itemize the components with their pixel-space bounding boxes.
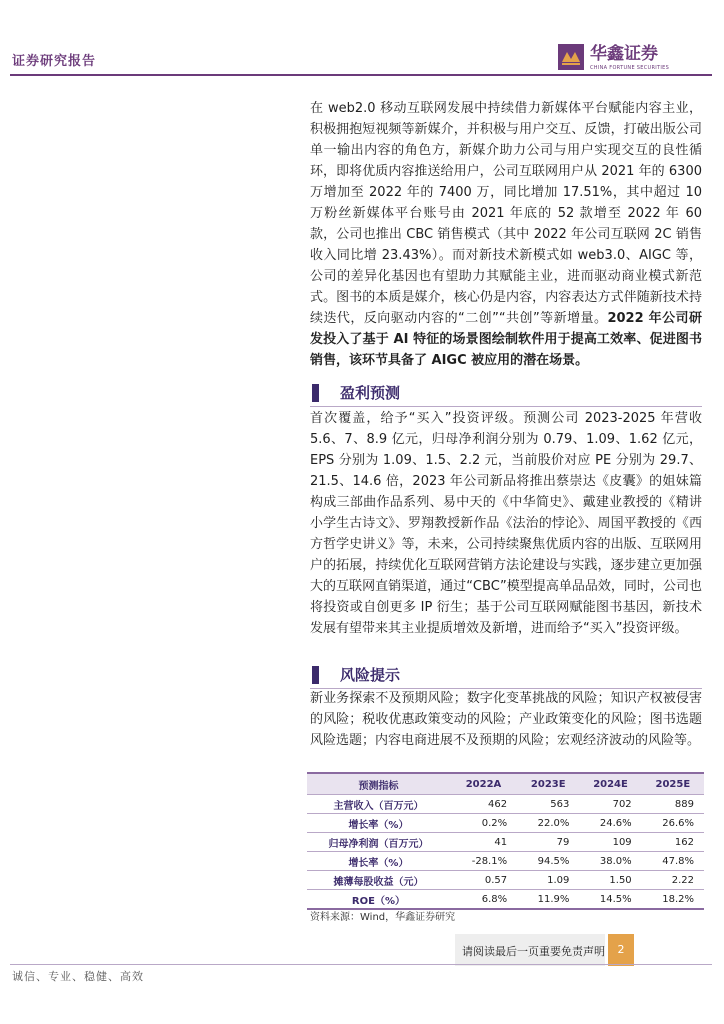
table-header-cell: 2023E [517,773,579,795]
table-cell: 24.6% [579,814,641,833]
table-cell: 22.0% [517,814,579,833]
table-header-cell: 2024E [579,773,641,795]
table-cell: 11.9% [517,890,579,910]
table-cell: 94.5% [517,852,579,871]
footer-divider [10,964,712,965]
table-cell: -28.1% [450,852,517,871]
profit-forecast-paragraph: 首次覆盖，给予“买入”投资评级。预测公司 2023-2025 年营收 5.6、7、8.9 亿元，归母净利润分别为 0.79、1.09、1.62 亿元，EPS 分别为 1.09、1.5、2.2 元，当前股价对应 PE 分别为 29.7、21.5、14.6 倍，2023 年公司新品将推出蔡崇达《皮囊》的姐妹篇构成三部曲作品系列、易中天的《中华简史》、戴建业教授的《精讲小学生古诗文》、罗翔教授新作品《法治的悖论》、周国平教授的《西方哲学史讲义》等，未来，公司持续聚焦优质内容的出版、互联网用户的拓展，持续优化互联网营销方法论建设与实践，逐步建立更加强大的互联网直销渠道，通过“CBC”模型提高单品品效，同时，公司也将投资或自创更多 IP 衍生；基于公司互联网赋能图书基因，新技术发展有望带来其主业提质增效及新增，进而给予“买入”投资评级。 [310,411,702,636]
table-cell: 38.0% [579,852,641,871]
logo-mark-icon [558,44,584,70]
risk-title: 风险提示 [340,666,401,684]
table-cell: 79 [517,833,579,852]
table-cell: 563 [517,795,579,814]
footer-motto: 诚信、专业、稳健、高效 [12,970,144,983]
logo-name-cn: 华鑫证券 [590,44,658,64]
forecast-table [307,772,704,910]
section-divider [310,406,702,407]
table-cell: 41 [450,833,517,852]
row-label: 增长率（%） [307,852,450,871]
table-row [307,833,704,852]
intro-paragraph [310,98,702,371]
disclaimer-link[interactable]: 请阅读最后一页重要免责声明 [462,945,605,958]
row-label: 摊薄每股收益（元） [307,871,450,890]
table-cell: 109 [579,833,641,852]
table-row [307,890,704,910]
table-cell: 1.09 [517,871,579,890]
row-label: ROE（%） [307,890,450,910]
row-label: 增长率（%） [307,814,450,833]
page-number: 2 [617,943,625,956]
table-cell: 0.2% [450,814,517,833]
table-cell: 14.5% [579,890,641,910]
table-cell: 1.50 [579,871,641,890]
table-cell: 462 [450,795,517,814]
report-type-label: 证券研究报告 [12,54,97,69]
intro-bold-text: 2022 年公司研发投入了基于 AI 特征的场景图绘制软件用于提高工效率、促进图书销售，该环节具备了 AIGC 被应用的潜在场景。 [310,311,702,368]
table-row [307,852,704,871]
table-cell: 47.8% [642,852,704,871]
table-cell: 26.6% [642,814,704,833]
table-cell: 2.22 [642,871,704,890]
row-label: 主营收入（百万元） [307,795,450,814]
logo-name-en: CHINA FORTUNE SECURITIES [590,65,670,71]
table-cell: 702 [579,795,641,814]
table-cell: 18.2% [642,890,704,910]
table-header-cell: 2022A [450,773,517,795]
profit-forecast-title: 盈利预测 [340,384,401,402]
row-label: 归母净利润（百万元） [307,833,450,852]
table-source-note: 资料来源：Wind，华鑫证券研究 [310,912,456,923]
table-header-cell: 预测指标 [307,773,450,795]
table-cell: 162 [642,833,704,852]
table-cell: 6.8% [450,890,517,910]
risk-paragraph: 新业务探索不及预期风险；数字化变革挑战的风险；知识产权被侵害的风险；税收优惠政策变动的风险；产业政策变化的风险；图书选题风险选题；内容电商进展不及预期的风险；宏观经济波动的风险等。 [310,691,702,748]
table-row [307,795,704,814]
section-marker-icon [312,666,319,684]
header-divider [10,74,712,76]
intro-text: 在 web2.0 移动互联网发展中持续借力新媒体平台赋能内容主业，积极拥抱短视频等新媒介，并积极与用户交互、反馈，打破出版公司单一输出内容的角色方，新媒介助力公司与用户实现交互的良性循环，即将优质内容推送给用户，公司互联网用户从 2021 年的 6300 万增加至 2022 年的 7400 万，同比增加 17.51%，其中超过 10 万粉丝新媒体平台账号由 2021 年底的 52 款增至 2022 年 60 款，公司也推出 CBC 销售模式（其中 2022 年公司互联网 2C 销售收入同比增 23.43%）。而对新技术新模式如 web3.0、AIGC 等，公司的差异化基因也有望助力其赋能主业，进而驱动商业模式新范式。图书的本质是媒介，核心仍是内容，内容表达方式伴随新技术持续迭代，反向驱动内容的“二创”“共创”等新增量。 [310,101,702,326]
section-marker-icon [312,384,319,402]
table-cell: 0.57 [450,871,517,890]
table-header-cell: 2025E [642,773,704,795]
company-logo [558,44,708,74]
table-cell: 889 [642,795,704,814]
table-row [307,871,704,890]
table-header-row [307,773,704,795]
table-row [307,814,704,833]
